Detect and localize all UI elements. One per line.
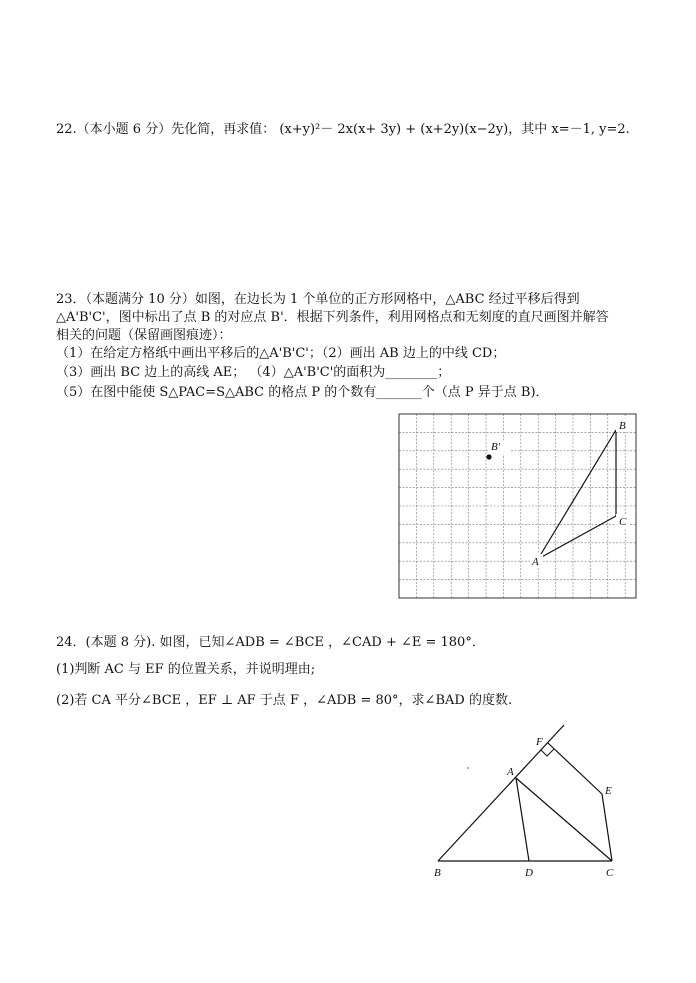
q23-line-1: 23．（本题满分 10 分）如图，在边长为 1 个单位的正方形网格中，△ABC 经过平移后得到 (56, 292, 580, 307)
point-b-prime-dot (486, 454, 491, 459)
label-b-prime: B' (491, 441, 501, 453)
label-a: A (532, 556, 539, 568)
stray-dot (467, 767, 469, 769)
label-b: B (619, 420, 626, 432)
label-d: D (525, 867, 533, 879)
q23-line-6: （5）在图中能使 S△PAC=S△ABC 的格点 P 的个数有_______个（点 P 异于点 B)． (56, 385, 549, 400)
grid-lines (399, 414, 636, 598)
q24-line-1: 24．(本题 8 分). 如图，已知∠ADB = ∠BCE ，∠CAD + ∠E = 180°． (56, 635, 485, 650)
label-a: A (507, 766, 514, 778)
q24-line-3: (2)若 CA 平分∠BCE ，EF ⊥ AF 于点 F ，∠ADB = 80°，求∠BAD 的度数. (56, 693, 513, 708)
q22-text: 22.（本小题 6 分）先化简，再求值： (x+y)²－ 2x(x+ 3y) + (x+2y)(x−2y)，其中 x=－1, y=2. (56, 122, 630, 137)
q23-line-5: （3）画出 BC 边上的高线 AE； （4）△A'B'C'的面积为________； (56, 365, 451, 380)
label-b: B (434, 867, 441, 879)
q23-line-4: （1）在给定方格纸中画出平移后的△A'B'C'；（2）画出 AB 边上的中线 CD； (56, 346, 506, 361)
q24-line-2: (1)判断 AC 与 EF 的位置关系，并说明理由; (56, 662, 316, 677)
label-c: C (619, 516, 627, 528)
label-e: E (605, 785, 612, 797)
q23-line-2: △A'B'C'，图中标出了点 B 的对应点 B'．根据下列条件，利用网格点和无刻度的直尺画图并解答 (56, 310, 609, 325)
triangle-abc (538, 430, 616, 559)
q23-grid-figure (398, 412, 638, 600)
q23-line-3: 相关的问题（保留画图痕迹）： (56, 328, 232, 343)
label-f: F (536, 736, 543, 748)
figure-lines (438, 725, 612, 861)
right-angle-mark (541, 749, 554, 756)
q24-geometry-figure (425, 720, 625, 882)
label-c: C (606, 867, 614, 879)
